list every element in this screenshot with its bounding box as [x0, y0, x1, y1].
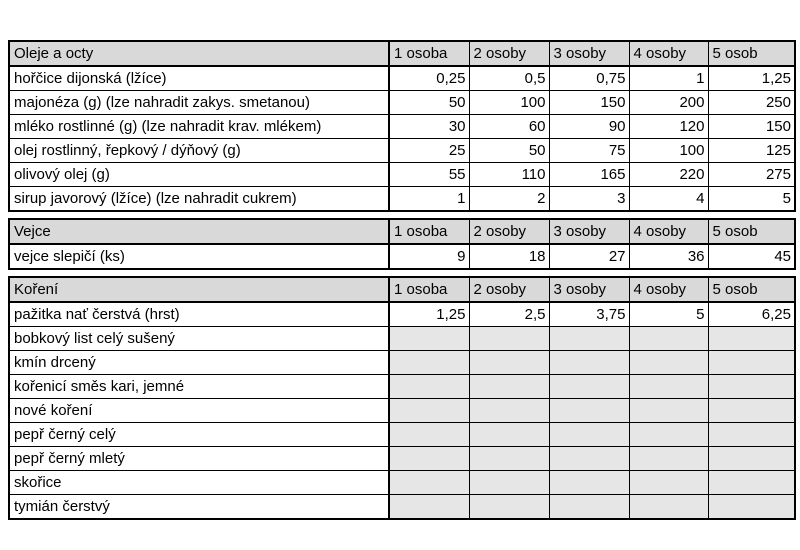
quantity-cell: 55: [389, 163, 469, 187]
quantity-cell: 27: [549, 244, 629, 269]
person-count-header: 5 osob: [708, 277, 795, 302]
quantity-cell-empty: [549, 375, 629, 399]
quantity-cell-empty: [549, 447, 629, 471]
quantity-cell-empty: [629, 399, 708, 423]
quantity-cell-empty: [469, 471, 549, 495]
quantity-cell-empty: [549, 495, 629, 520]
quantity-cell: 18: [469, 244, 549, 269]
quantity-cell-empty: [629, 471, 708, 495]
quantity-cell-empty: [629, 375, 708, 399]
ingredient-row: [9, 115, 795, 139]
quantity-cell: 1,25: [389, 302, 469, 327]
person-count-header: 2 osoby: [469, 41, 549, 66]
quantity-cell: 100: [469, 91, 549, 115]
quantity-cell-empty: [469, 447, 549, 471]
ingredient-row: [9, 495, 795, 520]
ingredient-label-cell: olej rostlinný, řepkový / dýňový (g): [9, 139, 389, 163]
quantity-cell: 4: [629, 187, 708, 212]
quantity-cell: 3: [549, 187, 629, 212]
quantity-cell: 50: [469, 139, 549, 163]
section-header-row: [9, 41, 795, 66]
section-header-row: [9, 219, 795, 244]
quantity-cell: 0,75: [549, 66, 629, 91]
person-count-header: 1 osoba: [389, 41, 469, 66]
quantity-cell: 220: [629, 163, 708, 187]
quantity-cell: 250: [708, 91, 795, 115]
person-count-header: 4 osoby: [629, 41, 708, 66]
person-count-header: 3 osoby: [549, 277, 629, 302]
person-count-header: 2 osoby: [469, 277, 549, 302]
quantity-cell-empty: [389, 375, 469, 399]
ingredient-label-cell: tymián čerstvý: [9, 495, 389, 520]
person-count-header: 5 osob: [708, 41, 795, 66]
quantity-cell: 30: [389, 115, 469, 139]
quantity-cell: 6,25: [708, 302, 795, 327]
quantity-cell-empty: [469, 327, 549, 351]
person-count-header: 4 osoby: [629, 219, 708, 244]
section-title: Oleje a octy: [9, 41, 389, 66]
quantity-cell: 36: [629, 244, 708, 269]
quantity-cell-empty: [708, 327, 795, 351]
ingredient-label-cell: vejce slepičí (ks): [9, 244, 389, 269]
ingredient-row: [9, 351, 795, 375]
quantity-cell-empty: [389, 351, 469, 375]
quantity-cell-empty: [708, 447, 795, 471]
quantity-cell: 0,5: [469, 66, 549, 91]
quantity-cell: 125: [708, 139, 795, 163]
quantity-cell: 25: [389, 139, 469, 163]
quantity-cell: 120: [629, 115, 708, 139]
ingredient-label-cell: kořenicí směs kari, jemné: [9, 375, 389, 399]
ingredient-row: [9, 302, 795, 327]
section-table-0: [8, 40, 796, 212]
ingredient-label-cell: nové koření: [9, 399, 389, 423]
ingredient-label-cell: olivový olej (g): [9, 163, 389, 187]
ingredient-worksheet: [8, 40, 796, 526]
quantity-cell-empty: [549, 423, 629, 447]
quantity-cell: 5: [708, 187, 795, 212]
section-header-row: [9, 277, 795, 302]
quantity-cell-empty: [389, 471, 469, 495]
quantity-cell-empty: [708, 471, 795, 495]
quantity-cell-empty: [469, 495, 549, 520]
ingredient-label-cell: bobkový list celý sušený: [9, 327, 389, 351]
quantity-cell: 9: [389, 244, 469, 269]
ingredient-label-cell: mléko rostlinné (g) (lze nahradit krav. mlékem): [9, 115, 389, 139]
quantity-cell-empty: [469, 375, 549, 399]
person-count-header: 4 osoby: [629, 277, 708, 302]
quantity-cell-empty: [389, 495, 469, 520]
ingredient-row: [9, 423, 795, 447]
quantity-cell-empty: [389, 327, 469, 351]
ingredient-row: [9, 244, 795, 269]
quantity-cell: 1: [629, 66, 708, 91]
quantity-cell: 275: [708, 163, 795, 187]
quantity-cell-empty: [469, 351, 549, 375]
quantity-cell-empty: [629, 423, 708, 447]
ingredient-row: [9, 375, 795, 399]
quantity-cell-empty: [629, 327, 708, 351]
quantity-cell: 75: [549, 139, 629, 163]
ingredient-label-cell: hořčice dijonská (lžíce): [9, 66, 389, 91]
quantity-cell-empty: [708, 351, 795, 375]
quantity-cell: 165: [549, 163, 629, 187]
quantity-cell: 100: [629, 139, 708, 163]
quantity-cell-empty: [549, 399, 629, 423]
quantity-cell-empty: [389, 447, 469, 471]
quantity-cell-empty: [549, 471, 629, 495]
person-count-header: 1 osoba: [389, 277, 469, 302]
quantity-cell: 150: [708, 115, 795, 139]
quantity-cell-empty: [629, 495, 708, 520]
person-count-header: 3 osoby: [549, 219, 629, 244]
ingredient-label-cell: pažitka nať čerstvá (hrst): [9, 302, 389, 327]
ingredient-row: [9, 187, 795, 212]
quantity-cell-empty: [629, 447, 708, 471]
ingredient-row: [9, 399, 795, 423]
ingredient-row: [9, 447, 795, 471]
quantity-cell-empty: [708, 495, 795, 520]
quantity-cell-empty: [469, 423, 549, 447]
quantity-cell: 200: [629, 91, 708, 115]
ingredient-row: [9, 163, 795, 187]
quantity-cell: 1,25: [708, 66, 795, 91]
quantity-cell-empty: [708, 375, 795, 399]
person-count-header: 3 osoby: [549, 41, 629, 66]
quantity-cell: 50: [389, 91, 469, 115]
quantity-cell-empty: [708, 423, 795, 447]
ingredient-row: [9, 91, 795, 115]
section-table-1: [8, 218, 796, 270]
quantity-cell-empty: [549, 327, 629, 351]
quantity-cell: 3,75: [549, 302, 629, 327]
quantity-cell: 0,25: [389, 66, 469, 91]
person-count-header: 5 osob: [708, 219, 795, 244]
quantity-cell: 1: [389, 187, 469, 212]
ingredient-row: [9, 327, 795, 351]
ingredient-label-cell: sirup javorový (lžíce) (lze nahradit cukrem): [9, 187, 389, 212]
quantity-cell: 60: [469, 115, 549, 139]
quantity-cell: 5: [629, 302, 708, 327]
quantity-cell-empty: [549, 351, 629, 375]
quantity-cell: 150: [549, 91, 629, 115]
ingredient-label-cell: pepř černý celý: [9, 423, 389, 447]
quantity-cell: 110: [469, 163, 549, 187]
ingredient-row: [9, 66, 795, 91]
ingredient-label-cell: pepř černý mletý: [9, 447, 389, 471]
person-count-header: 1 osoba: [389, 219, 469, 244]
quantity-cell: 90: [549, 115, 629, 139]
quantity-cell-empty: [708, 399, 795, 423]
ingredient-label-cell: kmín drcený: [9, 351, 389, 375]
quantity-cell: 45: [708, 244, 795, 269]
quantity-cell-empty: [469, 399, 549, 423]
ingredient-row: [9, 471, 795, 495]
ingredient-row: [9, 139, 795, 163]
quantity-cell-empty: [629, 351, 708, 375]
section-table-2: [8, 276, 796, 520]
ingredient-label-cell: majonéza (g) (lze nahradit zakys. smetanou): [9, 91, 389, 115]
quantity-cell-empty: [389, 399, 469, 423]
section-title: Vejce: [9, 219, 389, 244]
section-title: Koření: [9, 277, 389, 302]
ingredient-label-cell: skořice: [9, 471, 389, 495]
person-count-header: 2 osoby: [469, 219, 549, 244]
quantity-cell: 2: [469, 187, 549, 212]
quantity-cell: 2,5: [469, 302, 549, 327]
quantity-cell-empty: [389, 423, 469, 447]
